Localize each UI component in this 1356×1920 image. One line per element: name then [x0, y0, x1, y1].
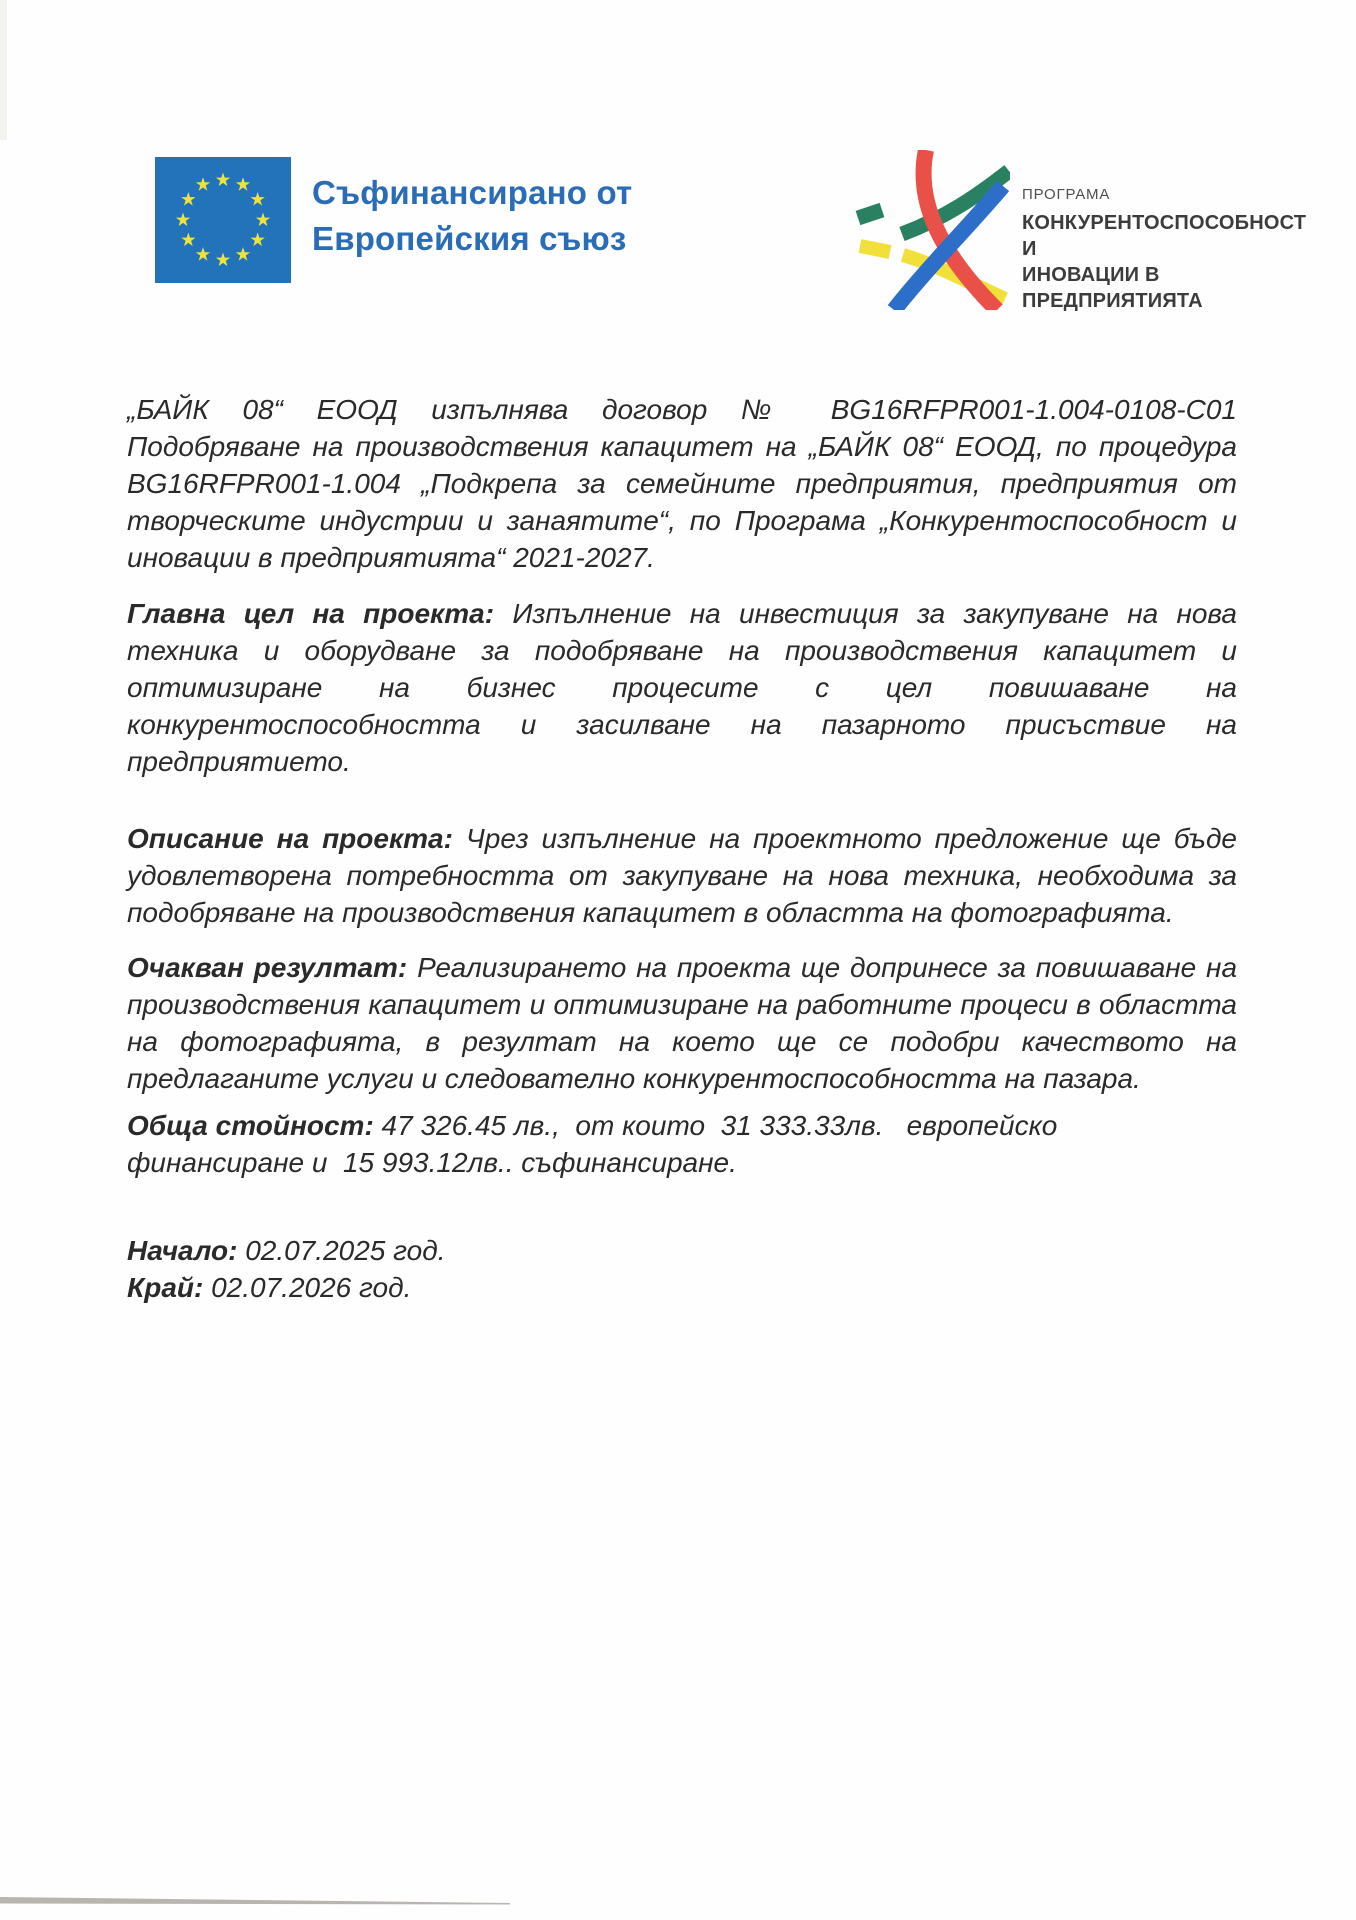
- paragraph-total-value: [127, 1107, 1237, 1181]
- program-logo-caption: [1022, 186, 1322, 314]
- paragraph-lead: Обща стойност:: [127, 1110, 374, 1141]
- paragraph-body: 47 326.45 лв., от които 31 333.33лв. европейско финансиране и 15 993.12лв.. съфинансиране.: [127, 1110, 1066, 1178]
- project-dates: [127, 1232, 1237, 1306]
- program-kicker: ПРОГРАМА: [1022, 186, 1111, 203]
- date-value: 02.07.2025 год.: [245, 1235, 446, 1266]
- program-name-line1: КОНКУРЕНТОСПОСОБНОСТ И: [1022, 212, 1307, 260]
- eu-logo: [155, 157, 291, 283]
- scan-line-artifact: [0, 1894, 520, 1910]
- paragraph-description: [127, 820, 1237, 931]
- paragraph-body: „БАЙК 08“ ЕООД изпълнява договор № BG16RFPR001-1.004-0108-C01 Подобряване на производствения капацитет на „БАЙК 08“ ЕООД, по процедура BG16RFPR001-1.004 „Подкрепа за семейните предприятия, предприятия от творческите индустрии и занаятите“, по Програма „Конкурентоспособност и иновации в предприятията“ 2021-2027.: [127, 394, 1237, 573]
- paragraph-lead: Главна цел на проекта:: [127, 598, 495, 629]
- paragraph-body: Чрез изпълнение на проектното предложение ще бъде удовлетворена потребността от закупуване на нова техника, необходима за подобряване на производствения капацитет в областта на фотографията.: [127, 823, 1237, 928]
- paragraph-lead: Описание на проекта:: [127, 823, 453, 854]
- paragraph-expected-result: [127, 949, 1237, 1097]
- date-row-end: [127, 1269, 1237, 1306]
- program-name-line2: ИНОВАЦИИ В ПРЕДПРИЯТИЯТА: [1022, 264, 1203, 312]
- program-logo-icon: [845, 150, 1010, 310]
- paragraph-lead: Очакван резултат:: [127, 952, 408, 983]
- date-value: 02.07.2026 год.: [211, 1272, 412, 1303]
- paragraph-body: Реализирането на проекта ще допринесе за повишаване на производствения капацитет и оптимизиране на работните процеси в областта на фотографията, в резултат на което ще се подобри качеството на предлаганите услуги и следователно конкурентоспособността на пазара.: [127, 952, 1238, 1094]
- date-label: Край:: [127, 1272, 204, 1303]
- date-label: Начало:: [127, 1235, 238, 1266]
- paragraph-contract: [127, 391, 1237, 576]
- eu-cofinance-line1: Съфинансирано от: [312, 174, 633, 211]
- eu-flag-icon: [155, 157, 291, 283]
- date-row-start: [127, 1232, 1237, 1269]
- paragraph-main-goal: [127, 595, 1237, 780]
- eu-cofinance-line2: Европейския съюз: [312, 220, 627, 257]
- eu-cofinance-caption: [312, 170, 632, 262]
- scan-edge-artifact: [0, 0, 7, 140]
- document-body: [127, 391, 1237, 1306]
- paragraph-body: Изпълнение на инвестиция за закупуване на нова техника и оборудване за подобряване на производствения капацитет и оптимизиране на бизнес процесите с цел повишаване на конкурентоспособността и засилване на пазарното присъствие на предприятието.: [127, 598, 1238, 777]
